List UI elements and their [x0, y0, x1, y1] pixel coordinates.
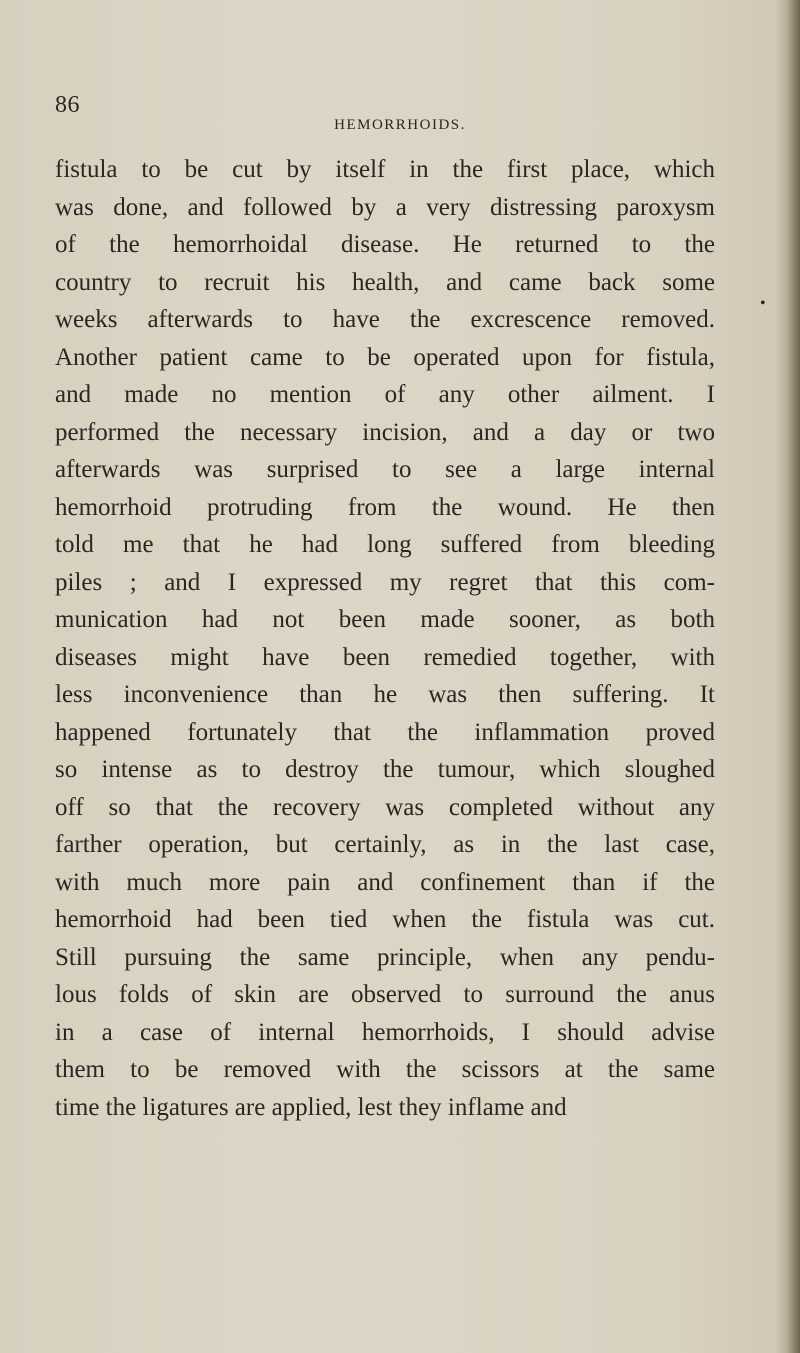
text-line: farther operation, but certainly, as in the last case, [55, 831, 715, 858]
text-line: performed the necessary incision, and a day or two [55, 418, 715, 446]
text-line: and made no mention of any other ailment. I [55, 381, 715, 408]
text-line: country to recruit his health, and came back some [55, 268, 715, 296]
text-line: them to be removed with the scissors at the same [55, 1056, 715, 1083]
margin-mark: • [760, 295, 766, 312]
text-line: told me that he had long suffered from bleeding [55, 531, 715, 558]
text-line: diseases might have been remedied together, with [55, 643, 715, 671]
text-line: with much more pain and confinement than if the [55, 868, 715, 896]
running-head: HEMORRHOIDS. [334, 117, 466, 133]
text-line: fistula to be cut by itself in the first place, which [55, 156, 715, 183]
text-line: less inconvenience than he was then suffering. It [55, 681, 715, 708]
text-line: of the hemorrhoidal disease. He returned to the [55, 231, 715, 258]
text-line: afterwards was surprised to see a large internal [55, 456, 715, 483]
text-line: happened fortunately that the inflammation proved [55, 718, 715, 746]
text-line: was done, and followed by a very distressing paroxysm [55, 193, 715, 221]
page-edge-shadow [776, 0, 800, 1353]
text-line: in a case of internal hemorrhoids, I should advise [55, 1018, 715, 1046]
text-line: hemorrhoid had been tied when the fistula was cut. [55, 906, 715, 933]
text-line: time the ligatures are applied, lest they inflame and [55, 1093, 567, 1121]
body-text [55, 151, 715, 1126]
page-number: 86 [55, 92, 80, 118]
text-line: piles ; and I expressed my regret that this com- [55, 568, 715, 596]
text-line: Another patient came to be operated upon for fistula, [55, 343, 715, 371]
text-line: weeks afterwards to have the excrescence removed. [55, 306, 715, 333]
text-line: lous folds of skin are observed to surround the anus [55, 981, 715, 1008]
text-line: hemorrhoid protruding from the wound. He then [55, 493, 715, 521]
text-line: munication had not been made sooner, as both [55, 606, 715, 633]
text-line: Still pursuing the same principle, when any pendu- [55, 943, 715, 971]
text-line: off so that the recovery was completed without any [55, 793, 715, 821]
text-line: so intense as to destroy the tumour, which sloughed [55, 756, 715, 783]
